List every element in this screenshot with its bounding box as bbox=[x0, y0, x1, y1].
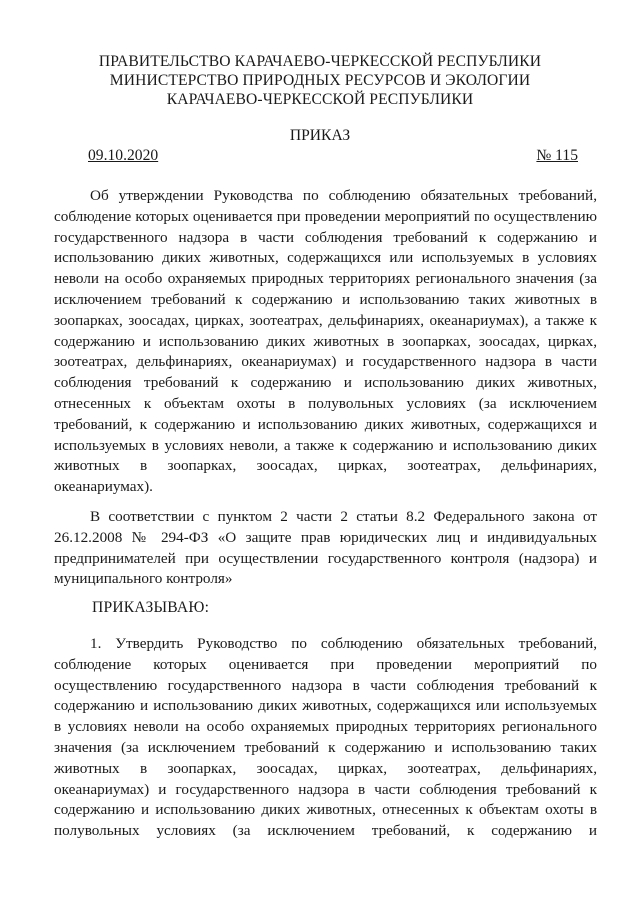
header-republic: КАРАЧАЕВО-ЧЕРКЕССКОЙ РЕСПУБЛИКИ bbox=[166, 91, 474, 108]
header-government: ПРАВИТЕЛЬСТВО КАРАЧАЕВО-ЧЕРКЕССКОЙ РЕСПУБЛИКИ bbox=[98, 53, 542, 70]
subject-line: животных в зоопарках, зоосадах, цирках, зоотеатрах, дельфинариях, bbox=[54, 457, 597, 475]
item-1-line: животных в зоопарках, зоосадах, цирках, зоотеатрах, дельфинариях, bbox=[54, 759, 597, 777]
item-1-line: соблюдение которых оценивается при проведении мероприятий по bbox=[54, 655, 597, 673]
subject-line: требований, к содержанию и использованию диких животных, содержащихся и bbox=[54, 415, 597, 433]
document-number: № 115 bbox=[536, 147, 578, 164]
subject-line: содержанию и использованию диких животных в зоопарках, зоосадах, цирках, bbox=[54, 332, 597, 350]
subject-line: государственного надзора в части соблюдения требований к содержанию и bbox=[54, 228, 597, 246]
document-date: 09.10.2020 bbox=[88, 147, 159, 164]
subject-line: неволи на особо охраняемых природных территориях регионального значения (за bbox=[54, 270, 597, 288]
item-1-line: 1. Утвердить Руководство по соблюдению обязательных требований, bbox=[90, 635, 597, 652]
basis-line: В соответствии с пунктом 2 части 2 статьи 8.2 Федерального закона от bbox=[90, 508, 597, 525]
subject-line: используемых в условиях неволи, а также к содержанию и использованию диких bbox=[54, 436, 597, 454]
subject-paragraph bbox=[54, 186, 597, 498]
item-1-line: содержанию и использованию диких животных, содержащихся или используемых bbox=[54, 697, 597, 715]
item-1-line: полувольных условиях (за исключением требований, к содержанию и bbox=[54, 822, 597, 840]
basis-line: 26.12.2008 № 294-ФЗ «О защите прав юридических лиц и индивидуальных bbox=[54, 528, 597, 546]
subject-line: исключением требований к содержанию и использованию таких животных в bbox=[54, 290, 597, 308]
basis-paragraph bbox=[54, 507, 597, 590]
document-header bbox=[0, 52, 640, 109]
item-1-line: океанариумах) и государственного надзора в части соблюдения требований к bbox=[54, 780, 597, 798]
basis-line: муниципального контроля» bbox=[54, 570, 233, 588]
header-ministry: МИНИСТЕРСТВО ПРИРОДНЫХ РЕСУРСОВ И ЭКОЛОГИИ bbox=[109, 72, 531, 89]
subject-line: Об утверждении Руководства по соблюдению обязательных требований, bbox=[90, 187, 597, 204]
item-1-paragraph bbox=[54, 634, 597, 842]
subject-line: соблюдения требований к содержанию и использованию диких животных, bbox=[54, 374, 597, 392]
subject-line: океанариумах). bbox=[54, 478, 153, 496]
item-1-line: осуществлению государственного надзора в части соблюдения требований к bbox=[54, 676, 597, 694]
decree-word: ПРИКАЗЫВАЮ: bbox=[92, 599, 210, 616]
subject-line: зоотеатрах, дельфинариях, океанариумах) и государственного надзора в части bbox=[54, 353, 597, 371]
basis-line: предпринимателей при осуществлении государственного контроля (надзора) и bbox=[54, 549, 597, 567]
item-1-line: значения (за исключением требований к содержанию и использованию таких bbox=[54, 738, 597, 756]
subject-line: использованию диких животных, содержащихся или используемых в условиях bbox=[54, 249, 597, 267]
subject-line: зоопарках, зоосадах, цирках, зоотеатрах, дельфинариях, океанариумах), а также к bbox=[54, 311, 597, 329]
document-type: ПРИКАЗ bbox=[289, 127, 351, 144]
subject-line: отнесенных к объектам охоты в полувольных условиях (за исключением bbox=[54, 394, 597, 412]
subject-line: соблюдение которых оценивается при проведении мероприятий по осуществлению bbox=[54, 207, 597, 225]
item-1-line: в условиях неволи на особо охраняемых природных территориях регионального bbox=[54, 718, 597, 736]
item-1-line: содержанию и использованию диких животных, отнесенных к объектам охоты в bbox=[54, 801, 597, 819]
